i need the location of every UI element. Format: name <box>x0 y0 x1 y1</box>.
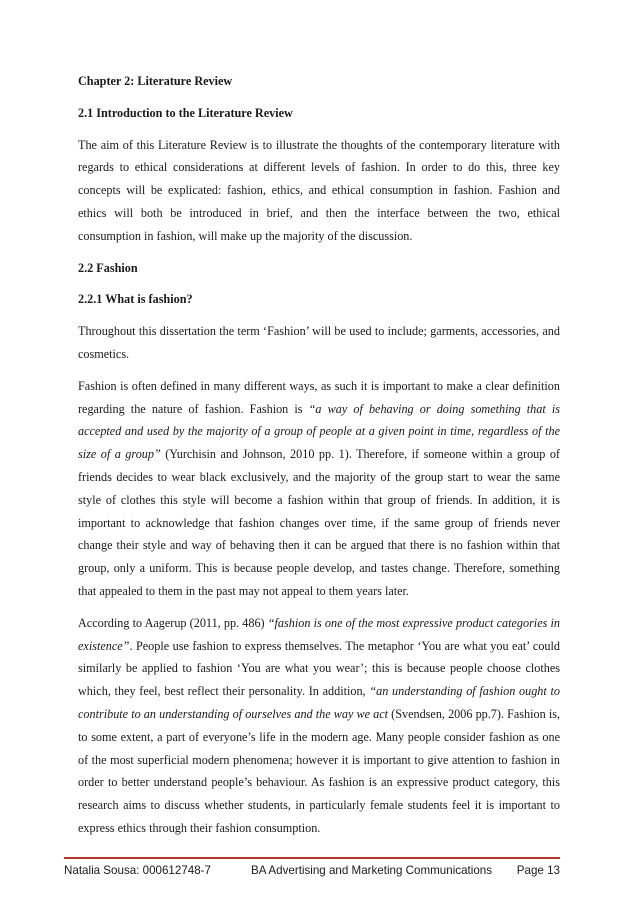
aagerup-quote: “fashion is one of the most expressive product categories in existence” <box>78 615 560 653</box>
section-2-2-heading: 2.2 Fashion <box>78 260 138 275</box>
text-segment: (Svendsen, 2006 pp.7). Fashion is, to some extent, a part of everyone’s life in the modern age. Many people consider fashion as one of the most superficial modern phenomena; however it is important to give attention to fashion in order to better understand people’s behaviour. As fashion is an expressive product category, this research aims to discuss whether students, in particularly female students feel it is important to express ethics through their fashion consumption. <box>78 706 561 835</box>
text-segment: Fashion is often defined in many different ways, as such it is important to make a clear definition regarding the nature of fashion. Fashion is <box>78 378 560 416</box>
chapter-heading: Chapter 2: Literature Review <box>78 74 233 88</box>
svendsen-quote: “an understanding of fashion ought to contribute to an understanding of ourselves and the way we act <box>78 684 560 721</box>
paragraph-fashion-definition <box>78 375 560 603</box>
footer-course: BA Advertising and Marketing Communications <box>251 864 493 877</box>
text-segment: . People use fashion to express themselves. The metaphor ‘You are what you eat’ could similarly be applied to fashion ‘You are what you wear’; this is because people choose clothes which, they feel, best reflect their personality. In addition, <box>78 638 560 699</box>
intro-paragraph: The aim of this Literature Review is to illustrate the thoughts of the contemporary literature with regards to ethical considerations at different levels of fashion. In order to do this, three key concepts will be explicated: fashion, ethics, and ethical consumption in fashion. Fashion and ethics will both be introduced in brief, and then the interface between the two, ethical consumption in fashion, will make up the majority of the discussion. <box>78 137 560 243</box>
text-segment: According to Aagerup (2011, pp. 486) <box>78 615 268 630</box>
definition-quote: “a way of behaving or doing something that is accepted and used by the majority of a group of people at a given point in time, regardless of the size of a group” <box>78 401 560 462</box>
footer-author: Natalia Sousa: 000612748-7 <box>64 864 211 877</box>
footer-page-number: Page 13 <box>516 864 560 877</box>
paragraph-fashion-expression <box>78 612 560 840</box>
page-footer <box>64 864 560 882</box>
text-segment: (Yurchisin and Johnson, 2010 pp. 1). Therefore, if someone within a group of friends decides to wear black exclusively, and the majority of the group start to wear the same style of clothes this style will become a fashion within that group of friends. In addition, it is important to acknowledge that fashion changes over time, if the same group of friends never change their style and way of behaving then it can be argued that there is no fashion within that group, only a uniform. This is because people develop, and tastes change. Therefore, something that appealed to them in the past may not appeal to them years later. <box>78 447 560 598</box>
paragraph-fashion-term: Throughout this dissertation the term ‘Fashion’ will be used to include; garments, accessories, and cosmetics. <box>78 324 560 361</box>
section-2-1-heading: 2.1 Introduction to the Literature Review <box>78 105 293 120</box>
page-body <box>78 70 560 849</box>
section-2-2-1-heading: 2.2.1 What is fashion? <box>78 292 193 307</box>
footer-rule <box>64 857 560 859</box>
